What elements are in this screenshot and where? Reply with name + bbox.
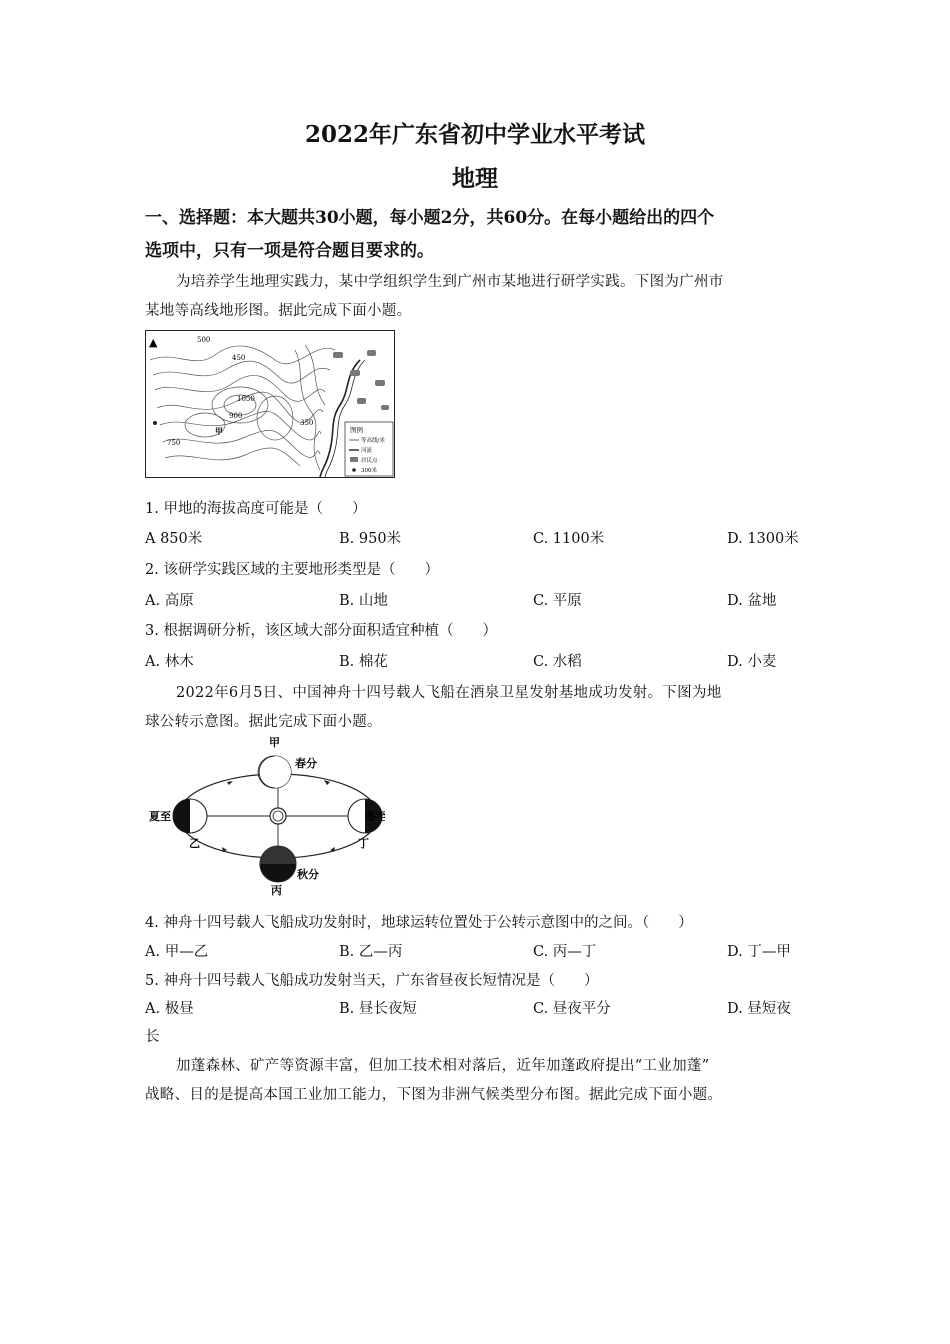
contour-map	[145, 330, 395, 478]
q1-option-c: C. 1100米	[533, 531, 605, 547]
passage3-line2: 战略、目的是提高本国工业加工能力，下图为非洲气候类型分布图。据此完成下面小题。	[145, 1087, 723, 1103]
q4-option-b: B. 乙—丙	[339, 944, 403, 960]
label-qiufen: 秋分	[297, 868, 319, 881]
question-4: 4. 神舟十四号载人飞船成功发射时，地球运转位置处于公转示意图中的之间。（ ）	[145, 915, 693, 931]
contour-label-450: 450	[232, 354, 246, 362]
q3-option-a: A. 林木	[145, 654, 194, 670]
q3-option-c: C. 水稻	[533, 654, 582, 670]
q5-option-c: C. 昼夜平分	[533, 1001, 611, 1017]
question-5: 5. 神舟十四号载人飞船成功发射当天，广东省昼夜长短情况是（ ）	[145, 973, 599, 989]
q1-option-d: D. 1300米	[727, 531, 799, 547]
section-heading-line1: 一、选择题：本大题共30小题，每小题2分，共60分。在每小题给出的四个	[145, 208, 715, 228]
q4-option-c: C. 丙—丁	[533, 944, 597, 960]
q2-option-a: A. 高原	[145, 593, 194, 609]
q1-option-a: A 850米	[145, 531, 203, 547]
q3-option-b: B. 棉花	[339, 654, 388, 670]
legend-contour: 等高线/米	[361, 438, 385, 444]
q2-option-b: B. 山地	[339, 593, 388, 609]
contour-label-900: 900	[229, 412, 243, 420]
legend-river: 河流	[361, 448, 373, 454]
contour-label-750: 750	[167, 439, 181, 447]
label-jia: 甲	[269, 736, 280, 749]
q5-option-d-wrap: 长	[145, 1029, 160, 1045]
contour-label-500: 500	[197, 336, 211, 344]
legend-title: 图例	[350, 426, 363, 434]
point-jia-label: 甲	[215, 426, 223, 436]
passage3-line1: 加蓬森林、矿产等资源丰富，但加工技术相对落后，近年加蓬政府提出“工业加蓬”	[176, 1058, 710, 1074]
question-3: 3. 根据调研分析，该区域大部分面积适宜种植（ ）	[145, 623, 497, 639]
label-dongzhi: 冬至	[365, 810, 385, 823]
passage2-line1: 2022年6月5日、中国神舟十四号载人飞船在酒泉卫星发射基地成功发射。下图为地	[176, 685, 722, 701]
q2-option-c: C. 平原	[533, 593, 582, 609]
q4-option-d: D. 丁—甲	[727, 944, 791, 960]
label-chunfen: 春分	[295, 757, 317, 770]
svg-text:▲: ▲	[149, 336, 158, 349]
orbit-diagram	[145, 736, 385, 896]
passage1-line1: 为培养学生地理实践力，某中学组织学生到广州市某地进行研学实践。下图为广州市	[176, 274, 724, 290]
section-heading-line2: 选项中，只有一项是符合题目要求的。	[145, 241, 434, 261]
q4-option-a: A. 甲—乙	[145, 944, 209, 960]
map-legend	[345, 422, 393, 476]
label-xiazhi: 夏至	[149, 810, 171, 823]
legend-elevation: 300米	[361, 468, 377, 474]
contour-label-1050: 1050	[237, 395, 255, 403]
question-2: 2. 该研学实践区域的主要地形类型是（ ）	[145, 562, 439, 578]
q5-option-b: B. 昼长夜短	[339, 1001, 417, 1017]
q1-option-b: B. 950米	[339, 531, 402, 547]
q5-option-a: A. 极昼	[145, 1001, 194, 1017]
legend-settlement: 居民点	[361, 458, 378, 464]
passage2-line2: 球公转示意图。据此完成下面小题。	[145, 714, 382, 730]
q5-option-d: D. 昼短夜	[727, 1001, 791, 1017]
exam-title: 2022年广东省初中学业水平考试	[304, 121, 645, 148]
subject-title: 地理	[452, 165, 498, 192]
q2-option-d: D. 盆地	[727, 593, 777, 609]
question-1: 1. 甲地的海拔高度可能是（ ）	[145, 501, 367, 517]
label-ding: 丁	[358, 837, 369, 850]
passage1-line2: 某地等高线地形图。据此完成下面小题。	[145, 303, 412, 319]
q3-option-d: D. 小麦	[727, 654, 777, 670]
label-yi: 乙	[189, 837, 200, 850]
label-bing: 丙	[271, 884, 282, 896]
contour-label-350: 350	[300, 419, 314, 427]
